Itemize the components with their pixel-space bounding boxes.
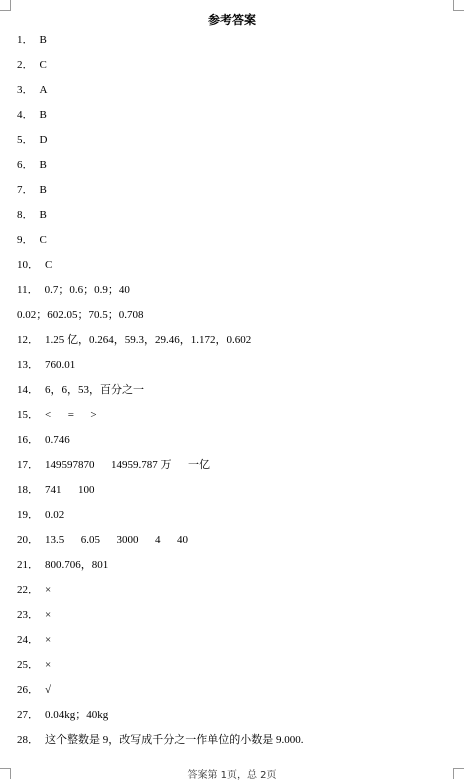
answer-number: 17． [17,459,39,471]
answer-number: 7． [17,184,34,196]
answer-row [17,182,457,207]
answer-text: √ [45,684,52,696]
answer-row [17,382,457,407]
answer-text: 800.706，801 [45,559,109,571]
answer-number: 5． [17,134,34,146]
answer-row [17,307,457,332]
answer-number: 27． [17,709,39,721]
answer-number: 13． [17,359,39,371]
answer-text: × [45,634,52,646]
answer-text: C [39,234,47,246]
answer-text: B [39,34,47,46]
answer-text: B [39,109,47,121]
answer-number: 8． [17,209,34,221]
answer-number: 19． [17,509,39,521]
answer-text: 760.01 [45,359,76,371]
answer-row [17,332,457,357]
answer-number: 23． [17,609,39,621]
answer-row [17,582,457,607]
answer-row [17,107,457,132]
answer-text: 13.5 6.05 3000 4 40 [45,534,188,546]
answer-row [17,607,457,632]
answer-row [17,507,457,532]
answer-text: B [39,159,47,171]
answer-list [17,32,457,757]
answer-text: B [39,184,47,196]
page-corner-mark [0,0,11,11]
answer-number: 25． [17,659,39,671]
answer-row [17,732,457,757]
answer-row [17,632,457,657]
answer-number: 4． [17,109,34,121]
answer-row [17,432,457,457]
answer-number: 11． [17,284,39,296]
answer-number: 3． [17,84,34,96]
answer-row [17,482,457,507]
answer-text: 0.746 [45,434,70,446]
answer-row [17,457,457,482]
answer-number: 1． [17,34,34,46]
answer-number: 21． [17,559,39,571]
answer-text: B [39,209,47,221]
answer-number: 9． [17,234,34,246]
answer-text: C [39,59,47,71]
answer-text: 0.02；602.05；70.5；0.708 [17,309,144,321]
answer-text: C [45,259,53,271]
answer-row [17,32,457,57]
answer-number: 10． [17,259,39,271]
answer-text: × [45,659,52,671]
answer-number: 28． [17,734,39,746]
answer-text: 这个整数是 9，改写成千分之一作单位的小数是 9.000. [45,734,304,746]
answer-number: 20． [17,534,39,546]
answer-number: 14． [17,384,39,396]
answer-text: 741 100 [45,484,95,496]
answer-row [17,282,457,307]
answer-row [17,82,457,107]
answer-row [17,657,457,682]
answer-row [17,557,457,582]
answer-text: 0.7；0.6；0.9；40 [44,284,130,296]
answer-text: 1.25 亿，0.264，59.3，29.46，1.172，0.602 [45,334,252,346]
answer-text: 0.02 [45,509,65,521]
answer-number: 16． [17,434,39,446]
answer-row [17,132,457,157]
answer-number: 22． [17,584,39,596]
answer-number: 15． [17,409,39,421]
answer-row [17,682,457,707]
answer-row [17,407,457,432]
answer-row [17,57,457,82]
answer-row [17,157,457,182]
answer-text: 6，6，53，百分之一 [45,384,144,396]
answer-row [17,532,457,557]
answer-row [17,232,457,257]
answer-text: A [39,84,48,96]
answer-number: 26． [17,684,39,696]
answer-number: 18． [17,484,39,496]
answer-number: 12． [17,334,39,346]
answer-row [17,257,457,282]
answer-row [17,357,457,382]
answer-row [17,707,457,732]
page-corner-mark [453,0,464,11]
answer-text: 0.04kg；40kg [45,709,109,721]
answer-text: × [45,584,52,596]
answer-number: 6． [17,159,34,171]
page-footer: 答案第 1页，总 2页 [187,770,277,781]
answer-row [17,207,457,232]
answer-text: × [45,609,52,621]
page-title: 参考答案 [207,13,256,27]
answer-text: < = > [45,409,97,421]
answer-text: 149597870 14959.787 万 一亿 [45,459,210,471]
answer-number: 2． [17,59,34,71]
answer-number: 24． [17,634,39,646]
answer-text: D [39,134,48,146]
